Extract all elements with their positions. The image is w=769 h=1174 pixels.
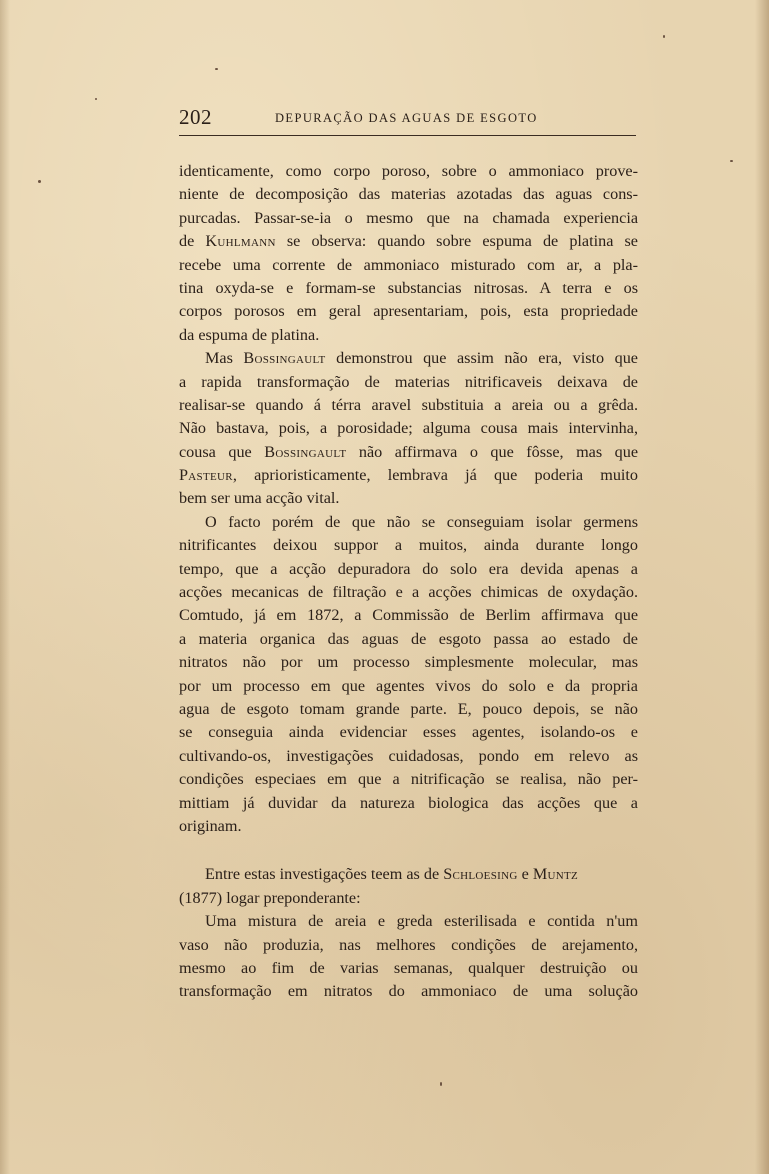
- text-line: tempo, que a acção depuradora do solo era devida apenas a: [179, 559, 638, 578]
- text-line: recebe uma corrente de ammoniaco misturado com ar, a pla-: [179, 255, 638, 274]
- text-line: por um processo em que agentes vivos do solo e da propria: [179, 676, 638, 695]
- text-line: cultivando-os, investigações cuidadosas, pondo em relevo as: [179, 746, 638, 765]
- text-line: bem ser uma acção vital.: [179, 489, 340, 508]
- text-line: realisar-se quando á térra aravel substituia a areia ou a grêda.: [179, 395, 638, 414]
- text-fragment: Mas: [205, 349, 233, 368]
- text-line: agua de esgoto tomam grande parte. E, pouco depois, se não: [179, 699, 638, 718]
- page-edge-shadow-left: [0, 0, 10, 1174]
- text-line-boussingault: [179, 347, 638, 370]
- text-fragment: de: [179, 232, 195, 251]
- text-line: nitrificantes deixou suppor a muitos, ainda durante longo: [179, 536, 638, 555]
- text-line: mittiam já duvidar da natureza biologica das acções que a: [179, 793, 638, 812]
- text-line: (1877) logar preponderante:: [179, 888, 361, 907]
- text-line: niente de decomposição das materias azotadas das aguas cons-: [179, 185, 638, 204]
- text-line-schloesing-muntz: [179, 863, 638, 886]
- page-number: 202: [179, 105, 212, 129]
- text-line: purcadas. Passar-se-ia o mesmo que na chamada experiencia: [179, 208, 638, 227]
- paper-speck: [730, 160, 733, 162]
- text-line: corpos porosos em geral apresentariam, pois, esta propriedade: [179, 302, 638, 321]
- paper-speck: [95, 98, 97, 100]
- text-fragment: demonstrou que assim não era, visto que: [336, 349, 638, 368]
- name-muntz: Muntz: [532, 865, 579, 884]
- text-line: nitratos não por um processo simplesmente molecular, mas: [179, 653, 638, 672]
- text-line: Uma mistura de areia e greda esterilisada e contida n'um: [205, 912, 638, 931]
- name-boussingault: Bossingault: [243, 349, 326, 368]
- text-line: identicamente, como corpo poroso, sobre o ammoniaco prove-: [179, 162, 638, 180]
- text-line: originam.: [179, 816, 242, 835]
- text-line: tina oxyda-se e formam-se substancias nitrosas. A terra e os: [179, 278, 638, 297]
- text-line: a rapida transformação de materias nitrificaveis deixava de: [179, 372, 638, 391]
- paragraph-gap: [179, 838, 638, 863]
- text-line-pasteur: [179, 464, 638, 487]
- text-line: Não bastava, pois, a porosidade; alguma cousa mais intervinha,: [179, 419, 638, 438]
- text-line: se conseguia ainda evidenciar esses agentes, isolando-os e: [179, 723, 638, 742]
- running-head: [179, 104, 636, 132]
- text-line-kuhlmann: [179, 230, 638, 253]
- text-line: condições especiaes em que a nitrificação se realisa, não per-: [179, 770, 638, 789]
- page-edge-shadow-right: [755, 0, 769, 1174]
- text-line: a materia organica das aguas de esgoto passa ao estado de: [179, 629, 638, 648]
- text-line: Comtudo, já em 1872, a Commissão de Berlim affirmava que: [179, 606, 638, 625]
- text-fragment: , aprioristicamente, lembrava já que poderia muito: [232, 466, 638, 485]
- text-line: da espuma de platina.: [179, 325, 320, 344]
- running-title: DEPURAÇÃO DAS AGUAS DE ESGOTO: [275, 111, 538, 125]
- header-rule: [179, 135, 636, 136]
- text-line-boussingault-2: [179, 441, 638, 464]
- text-fragment: Entre estas investigações teem as de: [205, 865, 440, 884]
- text-line: mesmo ao fim de varias semanas, qualquer destruição ou: [179, 958, 638, 977]
- text-line: vaso não produzia, nas melhores condições de arejamento,: [179, 935, 638, 954]
- text-fragment: e: [521, 865, 529, 884]
- text-line: O facto porém de que não se conseguiam isolar germens: [205, 512, 638, 531]
- name-pasteur: Pasteur: [179, 466, 233, 485]
- text-fragment: se observa: quando sobre espuma de platina se: [286, 232, 638, 251]
- paper-speck: [663, 35, 665, 38]
- name-kuhlmann: Kuhlmann: [205, 232, 276, 251]
- text-fragment: cousa que: [179, 442, 252, 461]
- body-text: [179, 160, 638, 1004]
- paper-speck: [440, 1082, 442, 1086]
- name-boussingault: Bossingault: [264, 442, 347, 461]
- text-line: transformação em nitratos do ammoniaco de uma solução: [179, 982, 638, 1001]
- paper-speck: [38, 180, 41, 183]
- text-fragment: não affirmava o que fôsse, mas que: [358, 442, 639, 461]
- paper-speck: [215, 68, 218, 70]
- name-schloesing: Schloesing: [443, 865, 518, 884]
- text-line: acções mecanicas de filtração e a acções chimicas de oxydação.: [179, 583, 638, 602]
